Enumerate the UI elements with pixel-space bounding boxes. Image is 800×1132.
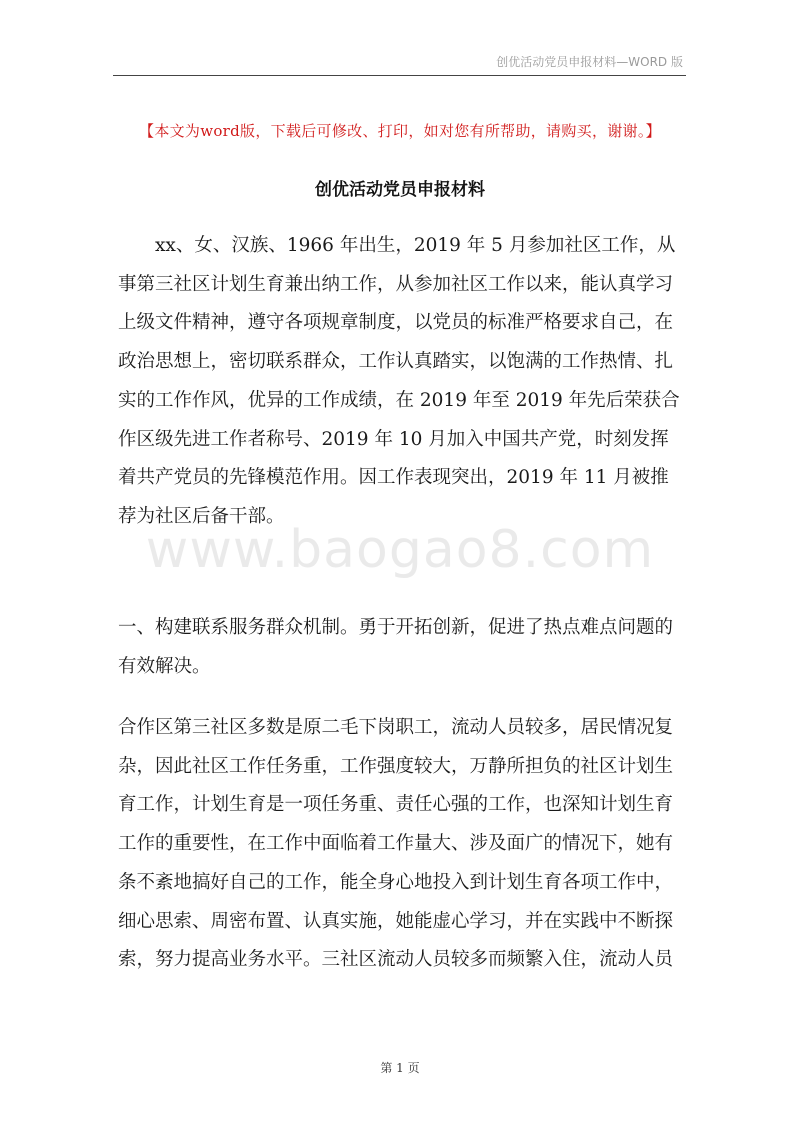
paragraph-intro: xx、女、汉族、1966 年出生，2019 年 5 月参加社区工作，从事第三社区计划生育兼出纳工作，从参加社区工作以来，能认真学习上级文件精神，遵守各项规章制度，以党员的标准严格要求自己，在政治思想上，密切联系群众，工作认真踏实，以饱满的工作热情、扎实的工作作风，优异的工作成绩，在 2019 年至 2019 年先后荣获合作区级先进工作者称号、2019 年 10 月加入中国共产党，时刻发挥着共产党员的先锋模范作用。因工作表现突出，2019 年 11 月被推荐为社区后备干部。 [118,235,680,527]
watermark: www.baogao8.com [145,520,655,580]
page-header: 创优活动党员申报材料—WORD 版 [496,55,683,69]
download-notice: 【本文为word版，下载后可修改、打印，如对您有所帮助，请购买，谢谢。】 [139,122,661,140]
page-number: 第 1 页 [380,1061,420,1075]
paragraph-section-heading: 一、构建联系服务群众机制。勇于开拓创新，促进了热点难点问题的有效解决。 [118,617,674,677]
header-divider [113,75,686,76]
paragraph-body: 合作区第三社区多数是原二毛下岗职工，流动人员较多，居民情况复杂，因此社区工作任务重，工作强度较大，万静所担负的社区计划生育工作，计划生育是一项任务重、责任心强的工作，也深知计划生育工作的重要性，在工作中面临着工作量大、涉及面广的情况下，她有条不紊地搞好自己的工作，能全身心地投入到计划生育各项工作中，细心思索、周密布置、认真实施，她能虚心学习，并在实践中不断探索，努力提高业务水平。三社区流动人员较多而频繁入住，流动人员 [118,717,674,971]
document-title: 创优活动党员申报材料 [315,180,485,200]
